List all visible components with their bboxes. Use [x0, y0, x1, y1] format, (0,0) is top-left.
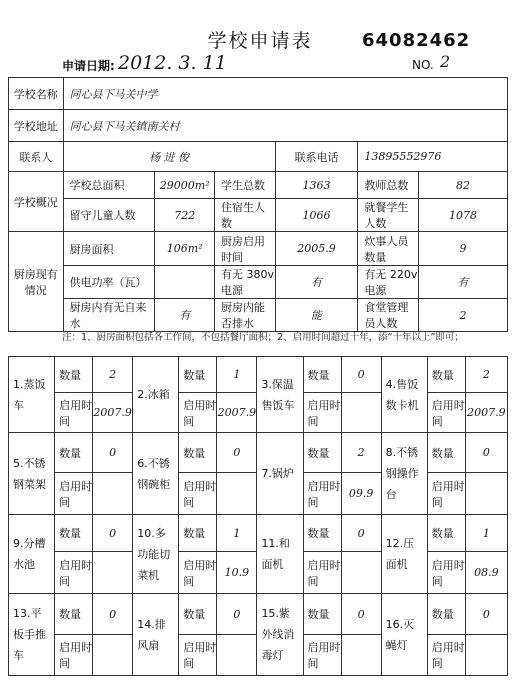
equipment-qty-label: 数量	[179, 357, 217, 393]
contact-value: 杨 进 俊	[63, 142, 275, 172]
equipment-time-value: 09.9	[341, 473, 381, 515]
dining-label: 就餐学生人数	[358, 199, 419, 232]
phone-value: 13895552976	[358, 142, 508, 172]
equipment-time-label: 启用时间	[427, 393, 465, 433]
equipment-time-value	[217, 635, 257, 676]
equipment-time-label: 启用时间	[303, 635, 341, 676]
date-value: 2012. 3. 11	[118, 52, 227, 74]
left-behind-value: 722	[155, 199, 215, 232]
equipment-time-value	[341, 393, 381, 433]
serial-number: 64082462	[362, 30, 471, 51]
contact-label: 联系人	[9, 142, 64, 172]
equipment-name: 16.灭蝇灯	[381, 594, 427, 676]
left-behind-label: 留守儿童人数	[63, 199, 155, 232]
equipment-qty-value: 0	[465, 433, 507, 473]
equipment-time-value: 2007.9	[465, 393, 507, 433]
v380-label: 有无 380v 电源	[215, 266, 276, 299]
equipment-time-label: 启用时间	[179, 552, 217, 594]
cooks-label: 炊事人员数量	[358, 232, 419, 266]
equipment-qty-value: 0	[341, 594, 381, 635]
equipment-name: 15.紫外线消毒灯	[257, 594, 303, 676]
kitchen-start-value: 2005.9	[275, 232, 358, 266]
cooks-value: 9	[419, 232, 508, 266]
canteen-staff-value: 2	[419, 299, 508, 332]
v380-value: 有	[275, 266, 358, 299]
number-value: 2	[440, 52, 451, 71]
equipment-qty-value: 0	[341, 515, 381, 552]
equipment-qty-label: 数量	[179, 515, 217, 552]
equipment-time-value: 10.9	[217, 552, 257, 594]
equipment-qty-label: 数量	[303, 594, 341, 635]
equipment-qty-label: 数量	[179, 594, 217, 635]
v220-label: 有无 220v 电源	[358, 266, 419, 299]
kitchen-start-label: 厨房启用时间	[215, 232, 276, 266]
equipment-qty-label: 数量	[179, 433, 217, 473]
equipment-qty-value: 0	[93, 515, 133, 552]
equipment-time-value	[341, 635, 381, 676]
equipment-qty-label: 数量	[55, 594, 93, 635]
school-address-label: 学校地址	[9, 110, 64, 142]
equipment-qty-value: 2	[93, 357, 133, 393]
equipment-qty-value: 0	[93, 433, 133, 473]
equipment-name: 13.平板手推车	[9, 594, 55, 676]
equipment-time-value	[465, 635, 507, 676]
equipment-time-label: 启用时间	[179, 473, 217, 515]
drain-value: 能	[275, 299, 358, 332]
equipment-name: 5.不锈钢菜架	[9, 433, 55, 515]
boarding-label: 住宿生人数	[215, 199, 276, 232]
equipment-name: 11.和面机	[257, 515, 303, 594]
equipment-qty-value: 0	[341, 357, 381, 393]
water-label: 厨房内有无自来水	[63, 299, 155, 332]
equipment-qty-label: 数量	[427, 594, 465, 635]
canteen-staff-label: 食堂管理员人数	[358, 299, 419, 332]
phone-label: 联系电话	[275, 142, 358, 172]
equipment-time-label: 启用时间	[55, 552, 93, 594]
equipment-time-label: 启用时间	[179, 635, 217, 676]
boarding-value: 1066	[275, 199, 358, 232]
total-teachers-value: 82	[419, 172, 508, 199]
equipment-time-label: 启用时间	[427, 473, 465, 515]
total-teachers-label: 教师总数	[358, 172, 419, 199]
equipment-time-label: 启用时间	[55, 393, 93, 433]
equipment-qty-value: 0	[93, 594, 133, 635]
date-label: 申请日期:	[62, 59, 115, 73]
equipment-name: 2.冰箱	[133, 357, 179, 433]
equipment-qty-label: 数量	[303, 433, 341, 473]
equipment-name: 9.分槽水池	[9, 515, 55, 594]
equipment-name: 14.排风扇	[133, 594, 179, 676]
total-area-label: 学校总面积	[63, 172, 155, 199]
equipment-time-label: 启用时间	[303, 473, 341, 515]
total-area-value: 29000m²	[155, 172, 215, 199]
drain-label: 厨房内能否排水	[215, 299, 276, 332]
equipment-qty-label: 数量	[427, 357, 465, 393]
equipment-qty-value: 2	[465, 357, 507, 393]
power-value	[155, 266, 215, 299]
kitchen-label: 厨房现有情况	[9, 232, 64, 332]
equipment-time-value	[93, 635, 133, 676]
equipment-qty-label: 数量	[303, 357, 341, 393]
equipment-qty-label: 数量	[427, 515, 465, 552]
kitchen-area-value: 106m²	[155, 232, 215, 266]
equipment-qty-label: 数量	[303, 515, 341, 552]
overview-label: 学校概况	[9, 172, 64, 232]
equipment-time-label: 启用时间	[179, 393, 217, 433]
number-label: NO.	[412, 58, 434, 72]
equipment-time-value	[465, 473, 507, 515]
equipment-time-label: 启用时间	[303, 552, 341, 594]
equipment-time-value: 2007.9	[217, 393, 257, 433]
equipment-qty-value: 1	[217, 357, 257, 393]
equipment-qty-value: 0	[465, 594, 507, 635]
equipment-qty-label: 数量	[427, 433, 465, 473]
equipment-name: 4.售饭数卡机	[381, 357, 427, 433]
equipment-time-label: 启用时间	[55, 473, 93, 515]
equipment-time-label: 启用时间	[303, 393, 341, 433]
equipment-name: 1.蒸饭车	[9, 357, 55, 433]
equipment-time-label: 启用时间	[55, 635, 93, 676]
equipment-name: 8.不锈钢操作台	[381, 433, 427, 515]
equipment-time-label: 启用时间	[427, 635, 465, 676]
equipment-time-value: 2007.9	[93, 393, 133, 433]
school-info-table	[8, 77, 508, 332]
equipment-qty-value: 0	[217, 594, 257, 635]
equipment-name: 10.多功能切菜机	[133, 515, 179, 594]
dining-value: 1078	[419, 199, 508, 232]
equipment-time-value	[93, 473, 133, 515]
equipment-time-label: 启用时间	[427, 552, 465, 594]
equipment-qty-value: 1	[217, 515, 257, 552]
total-students-label: 学生总数	[215, 172, 276, 199]
school-address-value: 同心县下马关镇南关村	[63, 110, 507, 142]
form-note: 注：1、厨房面积包括各工作间，不包括餐厅面积；2、启用时间超过十年，添“十年以上”即可；	[62, 332, 464, 343]
equipment-qty-value: 2	[341, 433, 381, 473]
school-name-value: 同心县下马关中学	[63, 78, 507, 110]
equipment-qty-label: 数量	[55, 515, 93, 552]
equipment-time-value	[93, 552, 133, 594]
equipment-name: 12.压面机	[381, 515, 427, 594]
kitchen-area-label: 厨房面积	[63, 232, 155, 266]
equipment-time-value: 08.9	[465, 552, 507, 594]
equipment-name: 7.锅炉	[257, 433, 303, 515]
power-label: 供电功率（瓦）	[63, 266, 155, 299]
equipment-name: 6.不锈钢碗柜	[133, 433, 179, 515]
equipment-qty-label: 数量	[55, 433, 93, 473]
equipment-time-value	[341, 552, 381, 594]
equipment-name: 3.保温售饭车	[257, 357, 303, 433]
equipment-time-value	[217, 473, 257, 515]
form-title: 学校申请表	[207, 30, 313, 52]
equipment-qty-label: 数量	[55, 357, 93, 393]
equipment-qty-value: 1	[465, 515, 507, 552]
school-name-label: 学校名称	[9, 78, 64, 110]
v220-value: 有	[419, 266, 508, 299]
equipment-qty-value: 0	[217, 433, 257, 473]
equipment-table	[8, 356, 508, 676]
water-value: 有	[155, 299, 215, 332]
total-students-value: 1363	[275, 172, 358, 199]
